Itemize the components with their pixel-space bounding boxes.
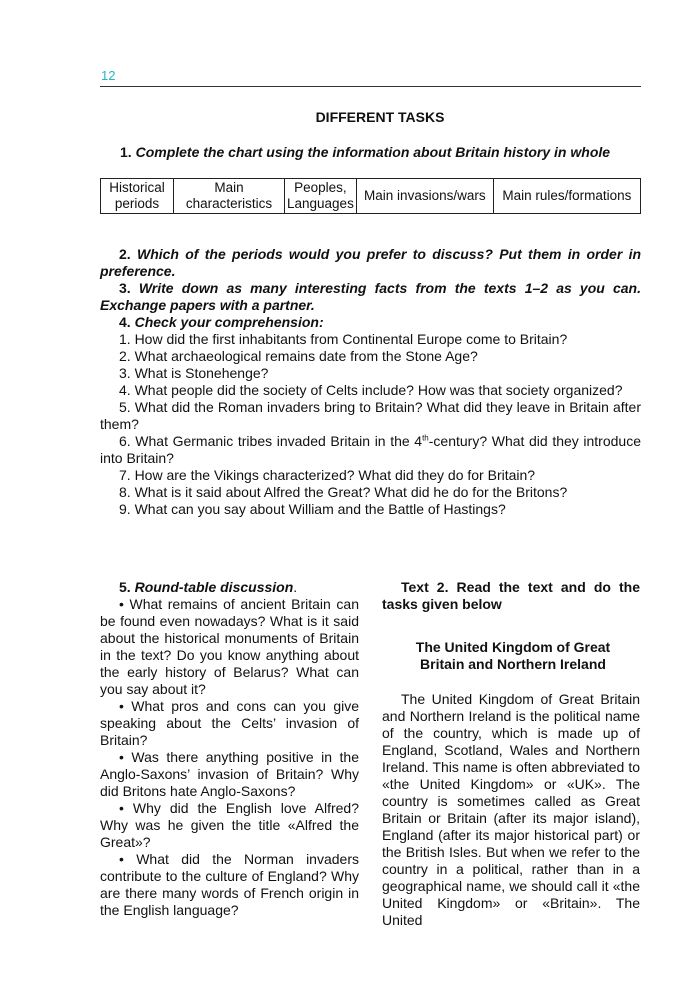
chart-col-line: Historical: [109, 180, 165, 195]
text-2-heading-line: The United Kingdom of Great: [415, 639, 611, 655]
page-number: 12: [101, 68, 116, 83]
task-4-text: Check your comprehension:: [134, 314, 324, 330]
task-1: [100, 144, 641, 160]
task-4: [100, 314, 641, 331]
chart-header-row: [101, 179, 641, 214]
task-3: [100, 280, 641, 314]
question: 4. What people did the society of Celts include? How was that society organized?: [119, 382, 623, 398]
left-column: [100, 579, 359, 919]
chart-col-peoples-languages: [285, 179, 357, 214]
chart-col-historical-periods: [101, 179, 174, 214]
chart-col-line: Main invasions/wars: [364, 188, 486, 203]
chart-col-line: Main rules/formations: [502, 188, 632, 203]
chart-col-line: periods: [114, 196, 160, 211]
text-2-body: The United Kingdom of Great Britain and Northern Ireland is the political name of the country, which is made up of England, Scotland, Wales and Northern Ireland. This name is often abbreviated to «the United Kingdom» or «UK». The country is sometimes called as Great Britain or Britain (after its major island), England (after its major historical part) or the British Isles. But when we refer to the country in a political, rather than in a geographical name, we should call it «the United Kingdom» or «Britain». The United: [382, 691, 640, 928]
question-6-sup: th: [422, 433, 429, 443]
discussion-item: • What pros and cons can you give speaking about the Celts’ invasion of Britain?: [100, 698, 359, 748]
task-5-period: .: [293, 579, 298, 595]
task-3-text: Write down as many interesting facts from the texts 1–2 as you can. Exchange papers with a partner.: [100, 280, 641, 313]
chart-col-line: characteristics: [185, 196, 273, 211]
discussion-item: • What remains of ancient Britain can be found even nowadays? What is it said about the historical monuments of Britain in the text? Do you know anything about the early history of Belarus? What can you say about it?: [100, 596, 359, 697]
task-5-text: Round-table discussion: [134, 579, 294, 595]
question: 1. How did the first inhabitants from Continental Europe come to Britain?: [119, 331, 568, 347]
page-title: DIFFERENT TASKS: [315, 109, 445, 125]
task-2: [100, 246, 641, 280]
task-4-number: 4.: [119, 314, 131, 330]
chart-col-rules-formations: [493, 179, 640, 214]
task-1-number: 1.: [120, 144, 132, 160]
discussion-item: • Was there anything positive in the Anglo-Saxons’ invasion of Britain? Why did Britons hate Anglo-Saxons?: [100, 749, 359, 799]
right-column: [382, 579, 640, 929]
chart-col-invasions-wars: [356, 179, 493, 214]
discussion-item: • Why did the English love Alfred? Why was he given the title «Alfred the Great»?: [100, 800, 359, 850]
question: 8. What is it said about Alfred the Great? What did he do for the Britons?: [119, 484, 568, 500]
task-5-number: 5.: [119, 579, 131, 595]
chart-col-main-characteristics: [174, 179, 285, 214]
question-6-start: 6. What Germanic tribes invaded Britain in the 4: [119, 433, 423, 449]
task-3-number: 3.: [119, 280, 131, 296]
task-1-text: Complete the chart using the information about Britain history in whole: [135, 144, 611, 160]
discussion-item: • What did the Norman invaders contribute to the culture of England? Why are there many words of French origin in the English language?: [100, 851, 359, 918]
tasks-section: [100, 246, 641, 518]
history-chart-table: [100, 178, 641, 214]
task-5: [100, 579, 359, 596]
chart-col-line: Main: [214, 180, 244, 195]
chart-col-line: Languages: [287, 196, 354, 211]
text-2-heading-line: Britain and Northern Ireland: [420, 656, 606, 672]
question: 9. What can you say about William and the Battle of Hastings?: [119, 501, 506, 517]
question-6-end: -century? What did they introduce into Britain?: [100, 433, 641, 466]
text-2-instruction: Text 2. Read the text and do the tasks given below: [382, 579, 640, 612]
task-2-number: 2.: [119, 246, 131, 262]
question: 5. What did the Roman invaders bring to Britain? What did they leave in Britain after them?: [100, 399, 641, 432]
chart-col-line: Peoples,: [294, 180, 347, 195]
text-2-heading: [382, 639, 640, 673]
task-2-text: Which of the periods would you prefer to discuss? Put them in order in preference.: [100, 246, 642, 279]
question-6: [100, 433, 641, 467]
header-rule: [100, 86, 641, 87]
question: 2. What archaeological remains date from the Stone Age?: [119, 348, 478, 364]
question: 3. What is Stonehenge?: [119, 365, 269, 381]
question: 7. How are the Vikings characterized? What did they do for Britain?: [119, 467, 536, 483]
